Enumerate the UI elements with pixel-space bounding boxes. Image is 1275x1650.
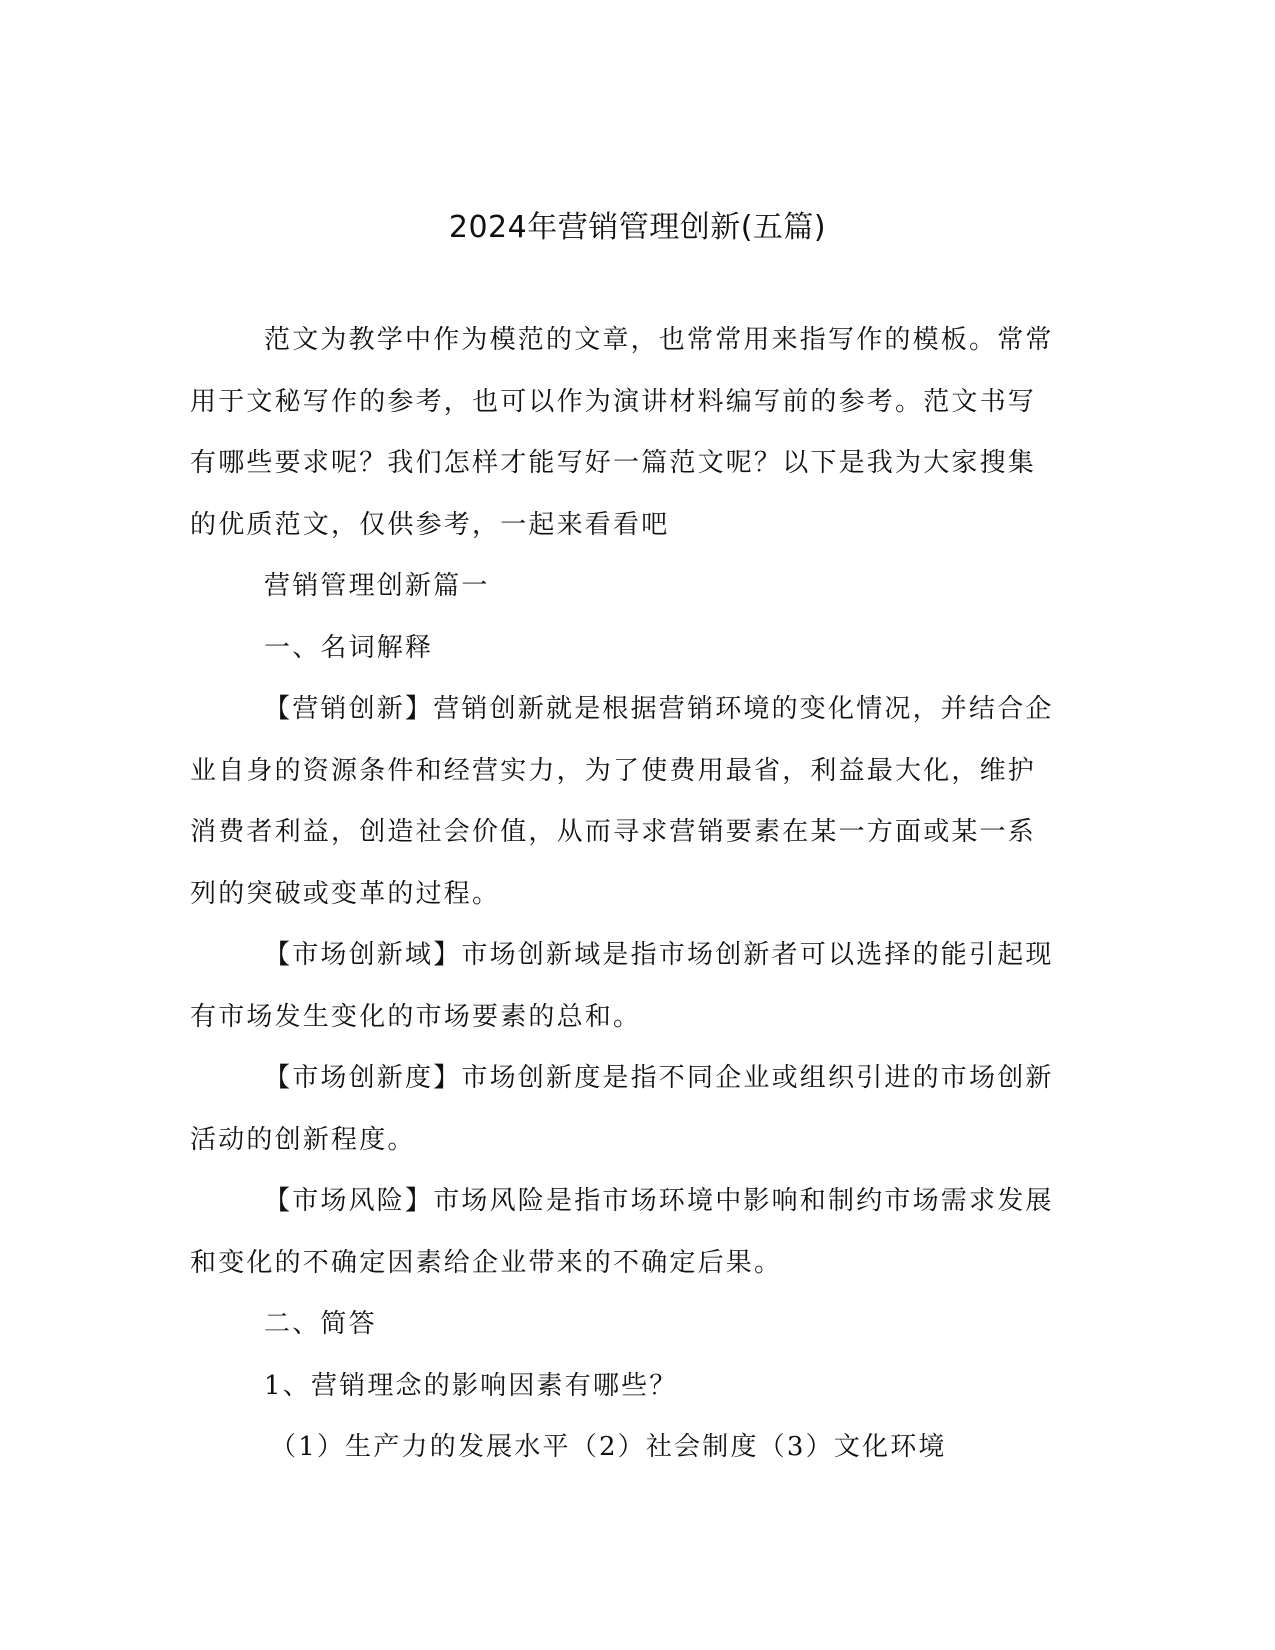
question-one: 1、营销理念的影响因素有哪些？	[264, 1370, 678, 1401]
term-line: 和变化的不确定因素给企业带来的不确定后果。	[190, 1247, 783, 1278]
document-body	[190, 310, 1080, 1479]
intro-line: 有哪些要求呢？我们怎样才能写好一篇范文呢？以下是我为大家搜集	[190, 448, 1037, 478]
section-title: 营销管理创新篇一	[264, 571, 490, 601]
term-line: 业自身的资源条件和经营实力，为了使费用最省，利益最大化，维护	[190, 755, 1037, 786]
term-market-risk	[190, 1171, 1080, 1294]
term-marketing-innovation	[190, 679, 1080, 925]
term-line: 【营销创新】营销创新就是根据营销环境的变化情况，并结合企	[264, 694, 1054, 724]
term-line: 【市场创新域】市场创新域是指市场创新者可以选择的能引起现	[264, 940, 1054, 970]
term-market-innovation-domain	[190, 925, 1080, 1048]
intro-line: 用于文秘写作的参考，也可以作为演讲材料编写前的参考。范文书写	[190, 386, 1037, 417]
term-line: 【市场创新度】市场创新度是指不同企业或组织引进的市场创新	[264, 1063, 1054, 1093]
term-line: 活动的创新程度。	[190, 1124, 416, 1155]
term-line: 【市场风险】市场风险是指市场环境中影响和制约市场需求发展	[264, 1186, 1054, 1216]
heading-short-answer: 二、简答	[264, 1309, 377, 1339]
intro-line: 的优质范文，仅供参考，一起来看看吧	[190, 509, 670, 540]
intro-line: 范文为教学中作为模范的文章，也常常用来指写作的模板。常常	[264, 325, 1054, 355]
term-line: 有市场发生变化的市场要素的总和。	[190, 1001, 642, 1032]
heading-definitions: 一、名词解释	[264, 632, 434, 663]
intro-paragraph	[190, 310, 1080, 556]
term-line: 列的突破或变革的过程。	[190, 878, 501, 909]
answer-one: （1）生产力的发展水平（2）社会制度（3）文化环境	[270, 1432, 947, 1462]
document-title: 2024年营销管理创新(五篇)	[448, 210, 827, 245]
term-line: 消费者利益，创造社会价值，从而寻求营销要素在某一方面或某一系	[190, 817, 1037, 847]
term-market-innovation-degree	[190, 1048, 1080, 1171]
